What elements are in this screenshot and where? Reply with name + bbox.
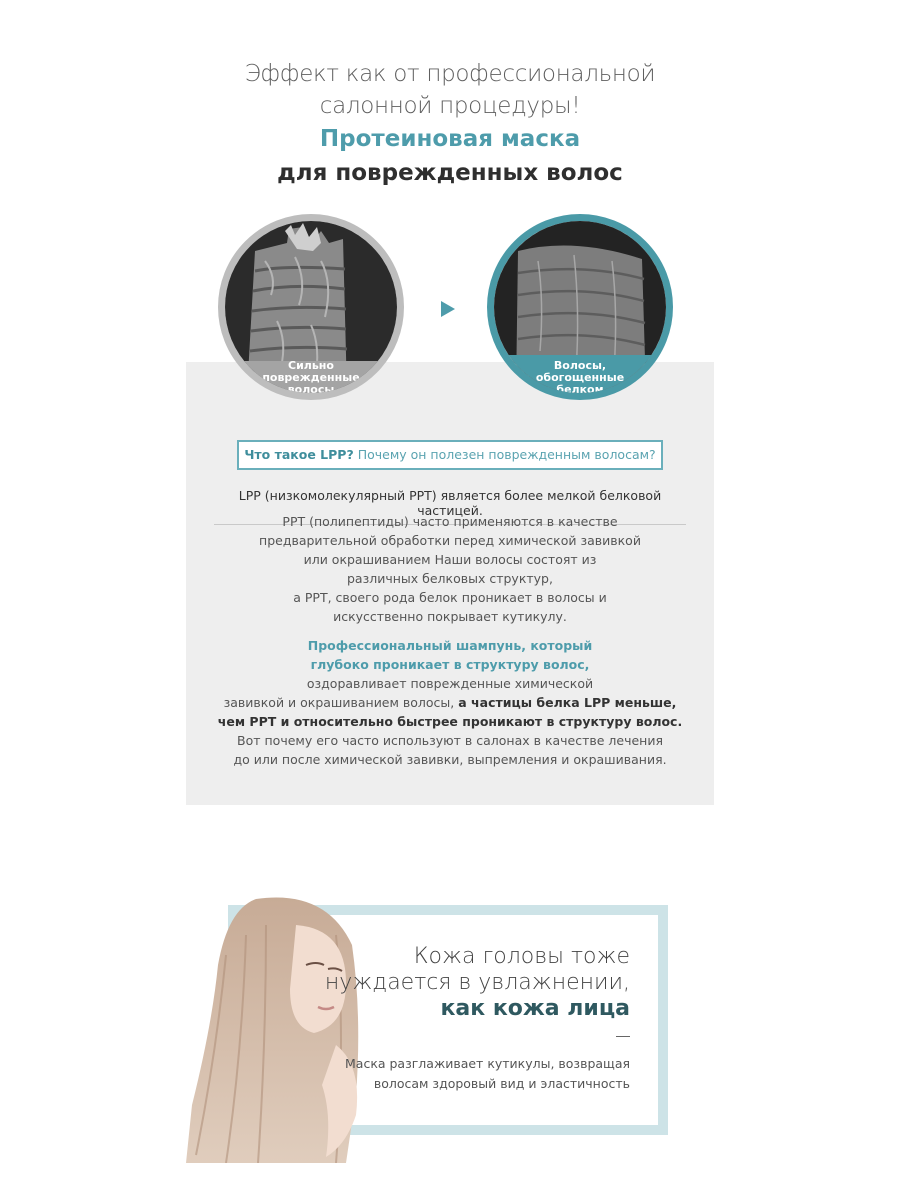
arrow-right-icon [441,301,455,317]
header-line-2: салонной процедуры! [319,93,581,119]
healthy-hair-image [487,214,673,400]
ppt-paragraph: PPT (полипептиды) часто применяются в качестве предварительной обработки перед химической завивкой или окрашиванием Наши волосы состоят из различных белковых структур, а PPT, своего рода белок проникает в волосы и искусственно покрывает кутикулу. [259,514,641,624]
header-line-1: Эффект как от профессиональной [244,61,656,87]
before-label: Сильно поврежденные волосы [262,359,360,396]
divider-dash [616,1036,630,1037]
after-label: Волосы, обогощенные белком [535,359,625,396]
scalp-heading-line-1: Кожа головы тоже [413,944,630,969]
woman-photo [186,895,382,1163]
damaged-hair-image [218,214,404,400]
page-header [0,58,900,190]
question-text: Почему он полезен поврежденным волосам? [357,447,656,462]
scalp-heading-emphasis: как кожа лица [440,996,630,1021]
lpp-heading: LPP (низкомолекулярный PPT) является более мелкой белковой частицей. [214,488,686,525]
shampoo-paragraph: Профессиональный шампунь, который глубоко проникает в структуру волос, оздоравливает поврежденные химической завивкой и окрашиванием волосы, а частицы белка LPP меньше, чем PPT и относительно быстрее проникают в структуру волос. Вот почему его часто используют в салонах в качестве лечения до или после химической завивки, выпремления и окрашивания. [217,638,683,767]
question-emphasis: Что такое LPP? [244,447,354,462]
scalp-description: Маска разглаживает кутикулы, возвращая волосам здоровый вид и эластичность [345,1056,630,1091]
lpp-question-box [237,440,663,470]
scalp-heading-line-2: нуждается в увлажнении, [324,970,630,995]
product-title: Протеиновая маска [319,126,581,152]
product-subtitle: для поврежденных волос [277,160,623,186]
